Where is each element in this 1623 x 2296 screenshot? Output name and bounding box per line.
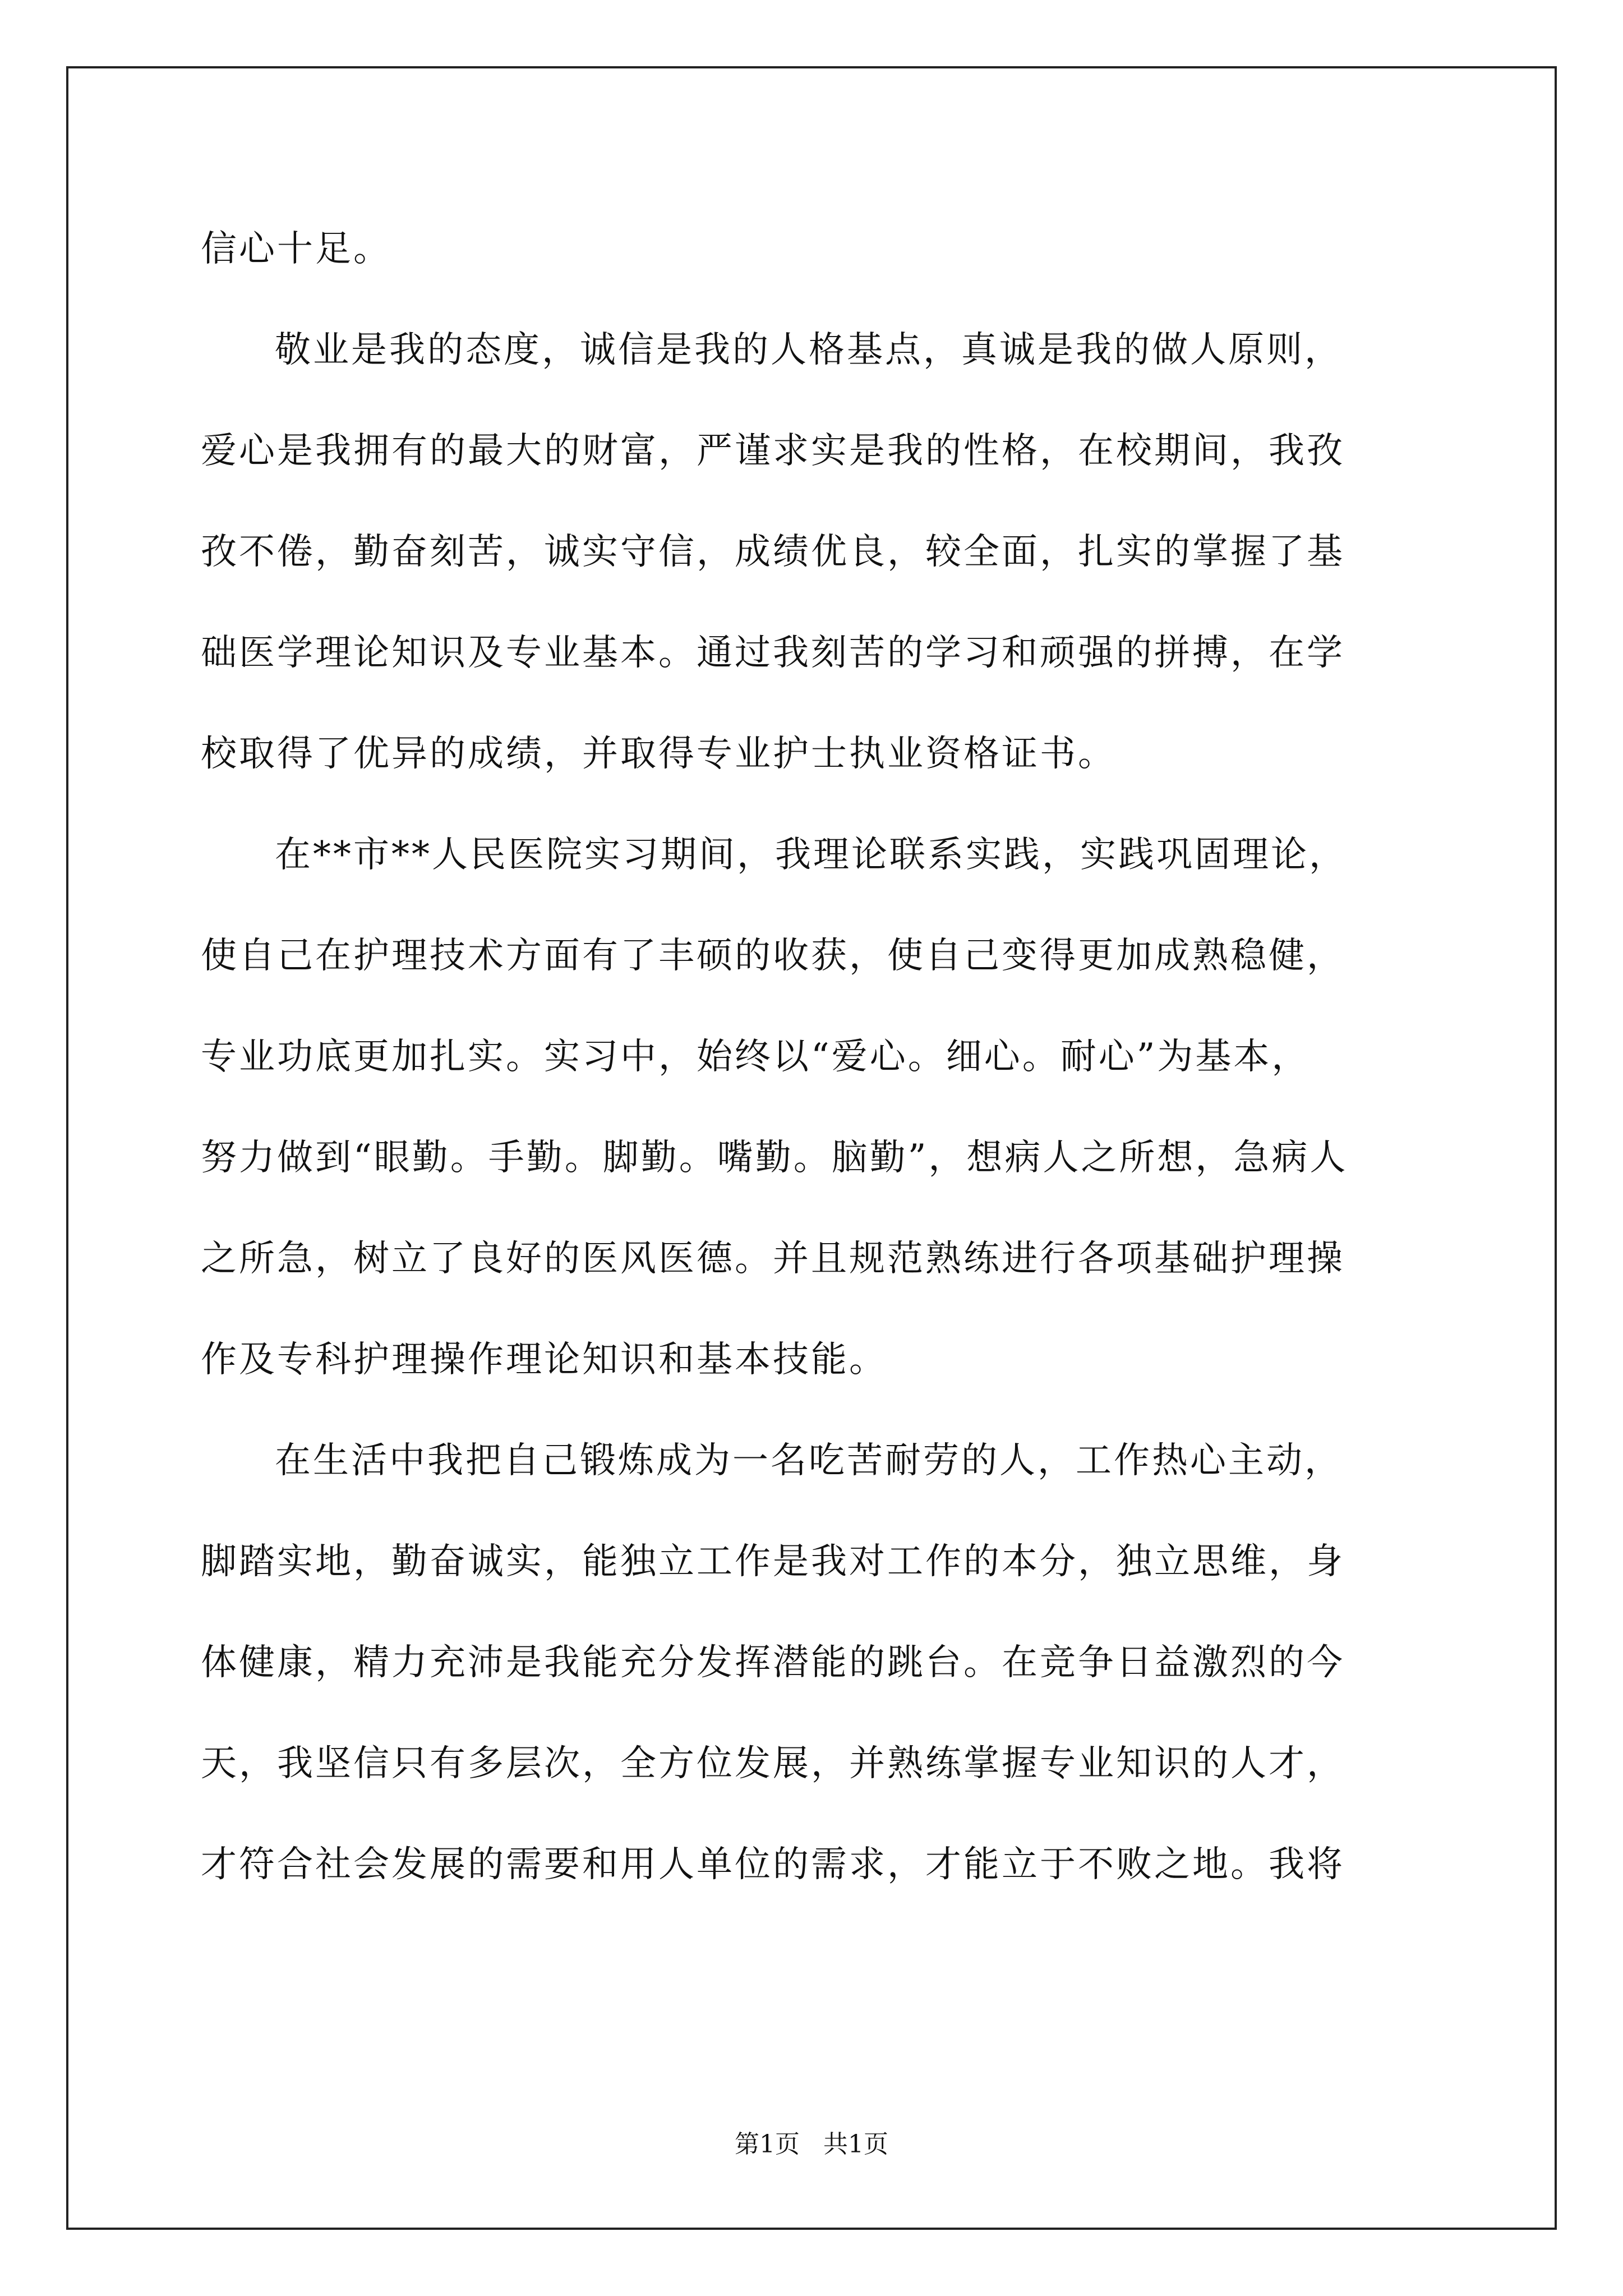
- body-line: 信心十足。: [201, 228, 391, 270]
- body-line: 天，我坚信只有多层次，全方位发展，并熟练掌握专业知识的人才，: [201, 1743, 1345, 1784]
- body-line: 础医学理论知识及专业基本。通过我刻苦的学习和顽强的拼搏，在学: [201, 632, 1345, 674]
- body-line: 专业功底更加扎实。实习中，始终以“爱心。细心。耐心”为基本，: [201, 1036, 1310, 1078]
- body-line: 使自己在护理技术方面有了丰硕的收获，使自己变得更加成熟稳健，: [201, 935, 1345, 977]
- body-line: 敬业是我的态度，诚信是我的人格基点，真诚是我的做人原则，: [275, 329, 1343, 371]
- body-line: 爱心是我拥有的最大的财富，严谨求实是我的性格，在校期间，我孜: [201, 430, 1345, 472]
- body-line: 在生活中我把自己锻炼成为一名吃苦耐劳的人，工作热心主动，: [275, 1440, 1343, 1481]
- body-line: 才符合社会发展的需要和用人单位的需求，才能立于不败之地。我将: [201, 1844, 1345, 1885]
- body-line: 作及专科护理操作理论知识和基本技能。: [201, 1339, 887, 1381]
- body-line: 体健康，精力充沛是我能充分发挥潜能的跳台。在竞争日益激烈的今: [201, 1642, 1345, 1683]
- body-line: 之所急，树立了良好的医风医德。并且规范熟练进行各项基础护理操: [201, 1238, 1345, 1280]
- body-line: 在**市**人民医院实习期间，我理论联系实践，实践巩固理论，: [275, 834, 1347, 876]
- body-line: 校取得了优异的成绩，并取得专业护士执业资格证书。: [201, 733, 1116, 775]
- body-line: 脚踏实地，勤奋诚实，能独立工作是我对工作的本分，独立思维，身: [201, 1541, 1345, 1582]
- page-number-footer: 第1页 共1页: [735, 2130, 888, 2159]
- body-line: 孜不倦，勤奋刻苦，诚实守信，成绩优良，较全面，扎实的掌握了基: [201, 531, 1345, 573]
- body-line: 努力做到“眼勤。手勤。脚勤。嘴勤。脑勤”，想病人之所想，急病人: [201, 1137, 1348, 1179]
